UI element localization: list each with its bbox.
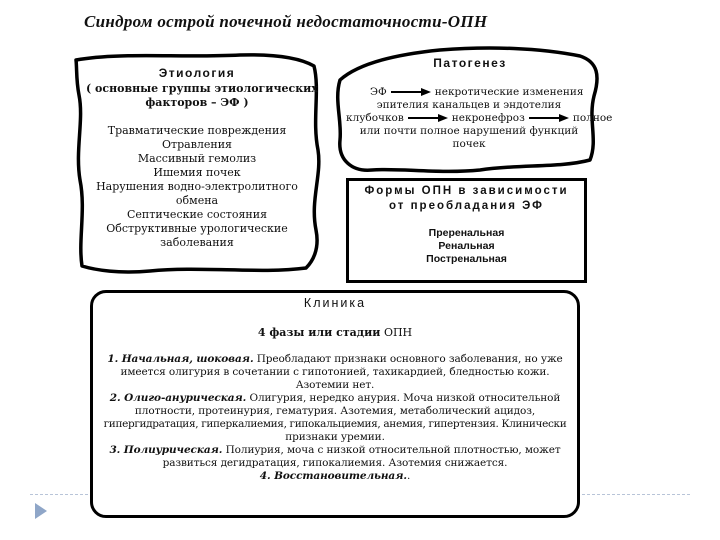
forms-heading-line1: Формы ОПН в зависимости bbox=[364, 185, 569, 197]
forms-item-renal: Ренальная bbox=[438, 240, 495, 252]
slide-title: Синдром острой почечной недостаточности-ОПН bbox=[84, 12, 488, 31]
pathogenesis-heading: Патогенез bbox=[433, 56, 507, 70]
clinic-phases-bold: 4 фазы или стадии bbox=[257, 326, 381, 339]
pathogenesis-text1: некротические изменения bbox=[434, 86, 584, 98]
clinic-phases-line bbox=[93, 326, 577, 339]
pathogenesis-ef: ЭФ bbox=[370, 86, 387, 98]
etiology-item-metabolism: обмена bbox=[175, 194, 219, 207]
phase3-line1: Полиурия, моча с низкой относительной плотностью, может bbox=[222, 444, 561, 456]
phase1-line3: Азотемии нет. bbox=[295, 379, 375, 391]
etiology-subtitle-line2: факторов – ЭФ ) bbox=[145, 96, 249, 109]
forms-heading-line2: от преобладания ЭФ bbox=[389, 200, 544, 212]
phase1-label: 1. Начальная, шоковая. bbox=[107, 353, 254, 365]
etiology-item-ischemia: Ишемия почек bbox=[153, 166, 241, 179]
phase1-line2: имеется олигурия в сочетании с гипотонией, тахикардией, бледностью кожи. bbox=[120, 366, 550, 378]
forms-item-prerenal: Преренальная bbox=[428, 227, 505, 239]
forms-item-postrenal: Постренальная bbox=[426, 253, 507, 265]
nav-triangle-icon[interactable] bbox=[34, 502, 48, 520]
pathogenesis-text3-right: полное bbox=[572, 112, 613, 124]
phase3-line2: развиться дегидратация, гипокалиемия. Азотемия снижается. bbox=[162, 457, 508, 469]
footer-dashes-right bbox=[582, 494, 690, 495]
footer-dashes-left bbox=[30, 494, 88, 495]
arrow-right-icon bbox=[408, 114, 448, 122]
phase2-line1: Олигурия, нередко анурия. Моча низкой относительной bbox=[246, 392, 561, 404]
etiology-subtitle-line1: ( основные группы этиологических bbox=[86, 82, 318, 95]
etiology-heading: Этиология bbox=[158, 66, 236, 80]
etiology-item-septic: Септические состояния bbox=[126, 208, 268, 221]
etiology-item-obstructive: Обструктивные урологические bbox=[106, 222, 288, 235]
phase4-label: 4. Восстановительная. bbox=[259, 470, 407, 482]
pathogenesis-text2: эпителия канальцев и эндотелия bbox=[376, 99, 562, 111]
arrow-right-icon bbox=[529, 114, 569, 122]
pathogenesis-text3-left: клубочков bbox=[346, 112, 404, 124]
etiology-item-water-electrolyte: Нарушения водно-электролитного bbox=[96, 180, 298, 193]
pathogenesis-text5: почек bbox=[452, 138, 486, 150]
pathogenesis-panel bbox=[346, 86, 613, 151]
etiology-item-poisoning: Отравления bbox=[162, 138, 232, 151]
clinic-heading: Клиника bbox=[303, 296, 367, 310]
phase1-line1: Преобладают признаки основного заболевания, но уже bbox=[253, 353, 563, 365]
arrow-right-icon bbox=[391, 88, 431, 96]
etiology-item-diseases: заболевания bbox=[160, 236, 234, 249]
phase3-label: 3. Полиурическая. bbox=[109, 444, 223, 456]
etiology-item-hemolysis: Массивный гемолиз bbox=[137, 152, 257, 165]
pathogenesis-text4: или почти полное нарушений функций bbox=[359, 125, 579, 137]
pathogenesis-text3-mid: некронефроз bbox=[451, 112, 525, 124]
phase4-rest: . bbox=[406, 470, 411, 482]
forms-box bbox=[346, 178, 587, 283]
clinic-panel bbox=[93, 296, 577, 483]
etiology-item-trauma: Травматические повреждения bbox=[107, 124, 287, 137]
clinic-phases-rest: ОПН bbox=[380, 326, 413, 339]
phase2-line4: признаки уремии. bbox=[285, 431, 385, 443]
phase2-label: 2. Олиго-анурическая. bbox=[109, 392, 247, 404]
phase2-line3: гипергидратация, гиперкалиемия, гипокальциемия, анемия, гипертензия. Клинически bbox=[103, 418, 567, 430]
phase2-line2: плотности, протеинурия, гематурия. Азотемия, метаболический ацидоз, bbox=[134, 405, 536, 417]
